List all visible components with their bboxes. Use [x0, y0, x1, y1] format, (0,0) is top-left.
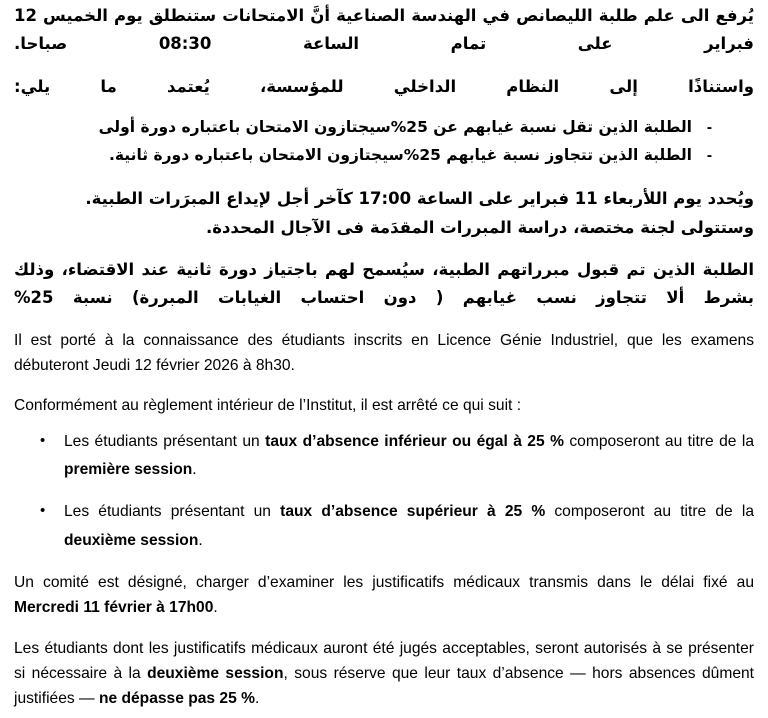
spacer: [14, 313, 754, 328]
bullet-bold-session: deuxième session: [64, 531, 199, 549]
arabic-basis-paragraph: واستناذًا إلى النظام الداخلي للمؤسسة، يُعتمد ما يلي:: [14, 76, 754, 96]
arabic-closing-paragraph: الطلبة الذين تم قبول مبرراتهم الطبية، سيُسمح لهم باجتياز دورة ثانية عند الاقتضاء، وذلك بشرط ألا تتجاوز نسب غيابهم ( دون احتساب الغيابات المبررة) نسبة 25%: [14, 260, 754, 308]
final-text-tail: .: [254, 690, 260, 708]
list-item: [14, 498, 754, 555]
arabic-section: [14, 2, 754, 313]
list-item: [14, 428, 754, 485]
spacer: [14, 621, 754, 636]
bullet-text-tail: .: [198, 531, 203, 549]
spacer: [14, 171, 754, 185]
bullet-text-mid: composeront au titre de la: [563, 432, 754, 450]
french-final-paragraph: [14, 636, 754, 712]
arabic-deadline-line-1: ويُحدد يوم اللأربعاء 11 فبراير على الساعة 17:00 كآخر أجل لإيداع المبرَرات الطبية.: [85, 189, 754, 209]
spacer: [14, 59, 754, 73]
arabic-intro-paragraph: يُرفع الى علم طلبة الليصانص في الهندسة الصناعية أنَّ الامتحانات ستنطلق يوم الخميس 12 فبراير على تمام الساعة 08:30 صباحا.: [14, 6, 754, 54]
spacer: [14, 378, 754, 393]
dash-bullet-icon: -: [706, 119, 712, 137]
bullet-bold-session: première session: [64, 460, 193, 478]
spacer: [14, 419, 754, 428]
bullet-text-mid: composeront au titre de la: [545, 503, 754, 521]
arabic-bullet-text: الطلبة الذين تقل نسبة غيابهم عن 25%سيجتازون الامتحان باعتباره دورة أولى: [98, 118, 692, 137]
final-text-mid: , sous réserve que leur taux d’absence — hors absences dûment justifiées —: [14, 664, 755, 708]
bullet-bold-rate: taux d’absence supérieur à 25 %: [280, 503, 546, 521]
dash-bullet-icon: -: [706, 147, 712, 165]
spacer: [14, 101, 754, 115]
spacer: [14, 242, 754, 256]
list-item: [14, 143, 712, 168]
list-item: [14, 115, 712, 140]
bullet-text-tail: .: [192, 460, 197, 478]
final-text-lead: Les étudiants dont les justificatifs médicaux auront été jugés acceptables, seront autorisés à se présenter si nécessaire à la: [14, 639, 754, 682]
committee-text-lead: Un comité est désigné, charger d’examiner les justificatifs médicaux transmis dans le délai fixé au: [14, 574, 754, 592]
french-section: [14, 328, 754, 712]
final-bold-threshold: ne dépasse pas 25 %: [98, 690, 255, 708]
french-committee-paragraph: [14, 570, 754, 621]
french-intro-paragraph: Il est porté à la connaissance des étudiants inscrits en Licence Génie Industriel, que les examens débuteront Jeudi 12 février 2026 à 8h30.: [14, 331, 754, 375]
committee-text-tail: .: [213, 599, 218, 617]
arabic-deadline-line-2: وستتولى لجنة مختصة، دراسة المبررات المقدَمة فى الآجال المحددة.: [205, 217, 754, 237]
bullet-text-lead: Les étudiants présentant un: [64, 432, 266, 450]
round-bullet-icon: •: [40, 431, 46, 449]
bullet-text-lead: Les étudiants présentant un: [64, 503, 281, 521]
arabic-bullet-text: الطلبة الذين تتجاوز نسبة غيابهم 25%سيجتازون الامتحان باعتباره دورة ثانية.: [109, 146, 692, 165]
round-bullet-icon: •: [40, 502, 46, 520]
committee-bold-deadline: Mercredi 11 février à 17h00: [14, 599, 214, 617]
final-bold-session: deuxième session: [147, 664, 284, 682]
bullet-bold-rate: taux d’absence inférieur ou égal à 25 %: [265, 432, 564, 450]
french-rule-lead: Conformément au règlement intérieur de l’Institut, il est arrêté ce qui suit :: [14, 397, 522, 415]
french-bullet-list: [14, 428, 754, 556]
arabic-bullet-list: [14, 115, 754, 168]
spacer: [14, 555, 754, 570]
